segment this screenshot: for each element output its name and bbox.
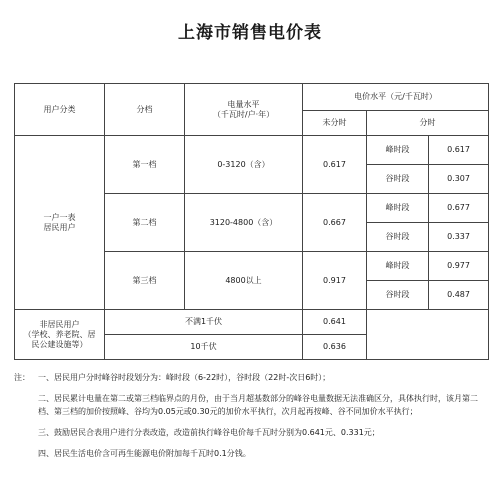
header-row bbox=[15, 84, 489, 111]
non-residential-category-line1: 非居民用户 bbox=[39, 319, 80, 329]
tier-1-valley-label: 谷时段 bbox=[367, 165, 429, 194]
header-tier: 分档 bbox=[105, 84, 185, 136]
header-consumption bbox=[185, 84, 303, 136]
note-item bbox=[14, 392, 488, 418]
header-tou: 分时 bbox=[367, 111, 489, 136]
tier-3-peak-label: 峰时段 bbox=[367, 252, 429, 281]
notes-section bbox=[14, 371, 488, 460]
tier-2-range: 3120-4800（含） bbox=[185, 194, 303, 252]
non-residential-category bbox=[15, 310, 105, 360]
non-residential-level-1: 不满1千伏 bbox=[105, 310, 303, 335]
non-residential-level-2: 10千伏 bbox=[105, 335, 303, 360]
tier-1-peak-label: 峰时段 bbox=[367, 136, 429, 165]
residential-category bbox=[15, 136, 105, 310]
note-item bbox=[14, 426, 488, 439]
header-price-level: 电价水平（元/千瓦时） bbox=[303, 84, 489, 111]
non-residential-category-line3: 民公建设施等） bbox=[31, 339, 88, 349]
note-text-2: 二、居民累计电量在第二或第三档临界点的月份，由于当月超基数部分的峰谷电量数据无法准确区分，具体执行时，该月第二档、第三档的加价按照峰、谷均为0.05元或0.30元的加价水平执行，次月起再按峰、谷不同加价水平执行； bbox=[38, 394, 478, 416]
note-item bbox=[14, 371, 488, 384]
header-consumption-line1: 电量水平 bbox=[227, 99, 260, 109]
non-residential-price-1: 0.641 bbox=[303, 310, 367, 335]
tier-2-valley-price: 0.337 bbox=[429, 223, 489, 252]
non-residential-category-line2: （学校、养老院、居 bbox=[23, 329, 96, 339]
tier-3-non-tou-price: 0.917 bbox=[303, 252, 367, 310]
header-user-category: 用户分类 bbox=[15, 84, 105, 136]
tier-1-peak-price: 0.617 bbox=[429, 136, 489, 165]
tier-1-label: 第一档 bbox=[105, 136, 185, 194]
residential-category-line1: 一户一表 bbox=[43, 212, 76, 222]
tier-1-valley-price: 0.307 bbox=[429, 165, 489, 194]
tier-3-label: 第三档 bbox=[105, 252, 185, 310]
notes-prefix: 注： bbox=[14, 373, 30, 382]
tier-2-label: 第二档 bbox=[105, 194, 185, 252]
tier-1-non-tou-price: 0.617 bbox=[303, 136, 367, 194]
tier-2-valley-label: 谷时段 bbox=[367, 223, 429, 252]
page-title: 上海市销售电价表 bbox=[178, 23, 322, 43]
note-text-3: 三、鼓励居民合表用户进行分表改造，改造前执行峰谷电价每千瓦时分别为0.641元、0.331元； bbox=[38, 428, 380, 437]
tier-3-range: 4800以上 bbox=[185, 252, 303, 310]
note-text-4: 四、居民生活电价含可再生能源电价附加每千瓦时0.1分钱。 bbox=[38, 449, 251, 458]
residential-category-line2: 居民用户 bbox=[43, 222, 76, 232]
header-consumption-line2: （千瓦时/户·年） bbox=[212, 109, 275, 119]
non-residential-price-2: 0.636 bbox=[303, 335, 367, 360]
header-non-tou: 未分时 bbox=[303, 111, 367, 136]
table-row bbox=[15, 310, 489, 335]
non-residential-tou-empty bbox=[367, 310, 489, 360]
note-item bbox=[14, 447, 488, 460]
table-row bbox=[15, 136, 489, 165]
tier-2-peak-label: 峰时段 bbox=[367, 194, 429, 223]
tier-3-valley-label: 谷时段 bbox=[367, 281, 429, 310]
note-text-1: 一、居民用户分时峰谷时段划分为：峰时段（6-22时），谷时段（22时-次日6时）； bbox=[38, 373, 331, 382]
tier-3-peak-price: 0.977 bbox=[429, 252, 489, 281]
tier-3-valley-price: 0.487 bbox=[429, 281, 489, 310]
tier-2-non-tou-price: 0.667 bbox=[303, 194, 367, 252]
tier-1-range: 0-3120（含） bbox=[185, 136, 303, 194]
tier-2-peak-price: 0.677 bbox=[429, 194, 489, 223]
tariff-table bbox=[14, 83, 489, 360]
